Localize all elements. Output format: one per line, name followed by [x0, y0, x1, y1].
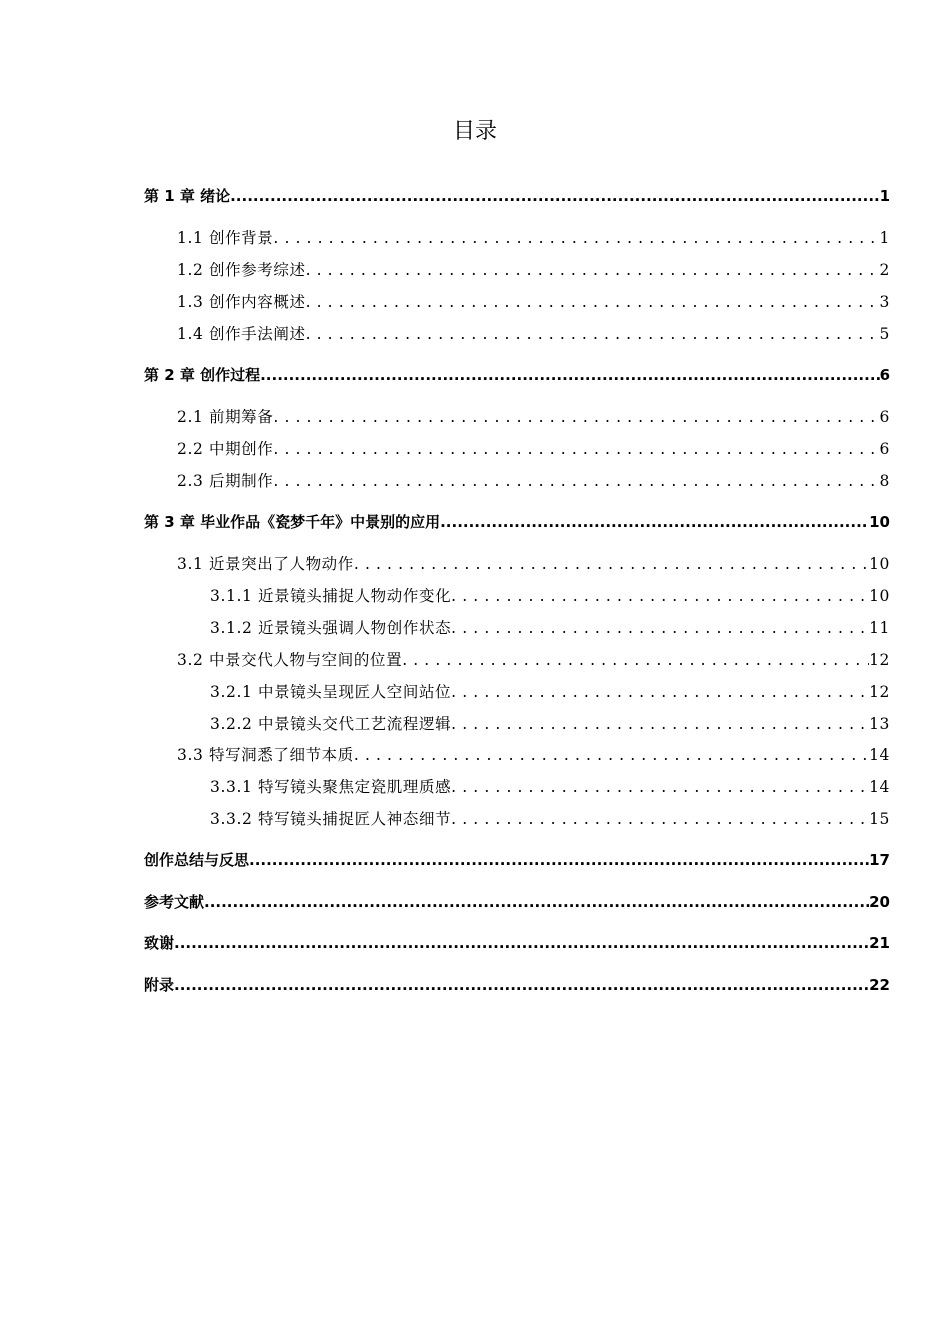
toc-entry-label: 2.3 后期制作 [177, 472, 274, 490]
dot-leader [440, 509, 869, 535]
toc-entry-acknowledgements[interactable] [144, 930, 890, 956]
dot-leader [402, 647, 869, 673]
dot-leader [306, 257, 880, 283]
toc-entry-label: 3.1.1 近景镜头捕捉人物动作变化 [210, 587, 452, 605]
toc-entry-1-3[interactable] [177, 289, 890, 315]
dot-leader [451, 711, 869, 737]
toc-entry-label: 第 2 章 创作过程 [144, 366, 261, 384]
dot-leader [306, 289, 880, 315]
toc-entry-2-2[interactable] [177, 436, 890, 462]
toc-entry-3-1-2[interactable] [210, 615, 890, 641]
toc-entry-page: 13 [869, 715, 890, 733]
toc-entry-page: 15 [869, 810, 890, 828]
toc-entry-page: 1 [879, 187, 890, 205]
dot-leader [204, 889, 869, 915]
toc-entry-page: 22 [869, 976, 890, 994]
toc-entry-chapter-3[interactable] [144, 509, 890, 535]
toc-entry-chapter-2[interactable] [144, 362, 890, 388]
toc-entry-label: 1.4 创作手法阐述 [177, 325, 306, 343]
page-title: 目录 [452, 119, 497, 144]
dot-leader [273, 468, 879, 494]
toc-entry-appendix[interactable] [144, 972, 890, 998]
dot-leader [354, 551, 869, 577]
toc-entry-page: 8 [879, 472, 890, 490]
dot-leader [451, 615, 869, 641]
dot-leader [273, 436, 879, 462]
toc-entry-3-2[interactable] [177, 647, 890, 673]
toc-entry-page: 10 [869, 513, 890, 531]
toc-entry-summary[interactable] [144, 847, 890, 873]
toc-entry-2-1[interactable] [177, 404, 890, 430]
toc-entry-label: 第 1 章 绪论 [144, 187, 231, 205]
toc-entry-page: 17 [869, 851, 890, 869]
toc-entry-label: 致谢 [144, 934, 175, 952]
dot-leader [174, 972, 869, 998]
toc-entry-label: 3.3.2 特写镜头捕捉匠人神态细节 [210, 810, 452, 828]
toc-entry-3-1-1[interactable] [210, 583, 890, 609]
toc-entry-label: 附录 [144, 976, 175, 994]
toc-entry-3-2-2[interactable] [210, 711, 890, 737]
toc-entry-label: 3.2.2 中景镜头交代工艺流程逻辑 [210, 715, 452, 733]
toc-entry-page: 3 [879, 293, 890, 311]
toc-entry-label: 创作总结与反思 [144, 851, 250, 869]
toc-entry-label: 2.1 前期筹备 [177, 408, 274, 426]
dot-leader [451, 583, 869, 609]
toc-entry-label: 1.3 创作内容概述 [177, 293, 306, 311]
toc-entry-chapter-1[interactable] [144, 183, 890, 209]
toc-entry-page: 6 [879, 440, 890, 458]
toc-entry-page: 10 [869, 555, 890, 573]
toc-entry-3-2-1[interactable] [210, 679, 890, 705]
toc-entry-page: 1 [879, 229, 890, 247]
toc-entry-page: 6 [879, 408, 890, 426]
toc-entry-page: 10 [869, 587, 890, 605]
toc-entry-label: 3.1 近景突出了人物动作 [177, 555, 354, 573]
toc-entry-3-3-2[interactable] [210, 806, 890, 832]
toc-entry-3-3-1[interactable] [210, 774, 890, 800]
dot-leader [354, 742, 869, 768]
toc-entry-label: 第 3 章 毕业作品《瓷梦千年》中景别的应用 [144, 513, 441, 531]
toc-entry-page: 6 [879, 366, 890, 384]
toc-entry-page: 12 [869, 683, 890, 701]
toc-entry-page: 14 [869, 746, 890, 764]
dot-leader [451, 774, 869, 800]
toc-entry-label: 1.2 创作参考综述 [177, 261, 306, 279]
dot-leader [306, 321, 880, 347]
toc-entry-references[interactable] [144, 889, 890, 915]
toc-entry-page: 12 [869, 651, 890, 669]
toc-entry-3-3[interactable] [177, 742, 890, 768]
dot-leader [260, 362, 879, 388]
toc-entry-1-2[interactable] [177, 257, 890, 283]
toc-entry-label: 3.3.1 特写镜头聚焦定瓷肌理质感 [210, 778, 452, 796]
toc-entry-page: 11 [869, 619, 890, 637]
dot-leader [273, 225, 879, 251]
dot-leader [451, 806, 869, 832]
toc-entry-2-3[interactable] [177, 468, 890, 494]
toc-entry-label: 3.2.1 中景镜头呈现匠人空间站位 [210, 683, 452, 701]
dot-leader [273, 404, 879, 430]
toc-entry-page: 2 [879, 261, 890, 279]
dot-leader [451, 679, 869, 705]
dot-leader [174, 930, 869, 956]
toc-entry-3-1[interactable] [177, 551, 890, 577]
toc-entry-label: 2.2 中期创作 [177, 440, 274, 458]
toc-entry-page: 20 [869, 893, 890, 911]
toc-entry-page: 5 [879, 325, 890, 343]
toc-entry-1-4[interactable] [177, 321, 890, 347]
toc-entry-label: 1.1 创作背景 [177, 229, 274, 247]
toc-entry-1-1[interactable] [177, 225, 890, 251]
toc-entry-label: 3.3 特写洞悉了细节本质 [177, 746, 354, 764]
dot-leader [249, 847, 869, 873]
toc-entry-page: 14 [869, 778, 890, 796]
toc-entry-page: 21 [869, 934, 890, 952]
toc-entry-label: 3.1.2 近景镜头强调人物创作状态 [210, 619, 452, 637]
toc-entry-label: 3.2 中景交代人物与空间的位置 [177, 651, 403, 669]
toc-entry-label: 参考文献 [144, 893, 205, 911]
dot-leader [230, 183, 879, 209]
